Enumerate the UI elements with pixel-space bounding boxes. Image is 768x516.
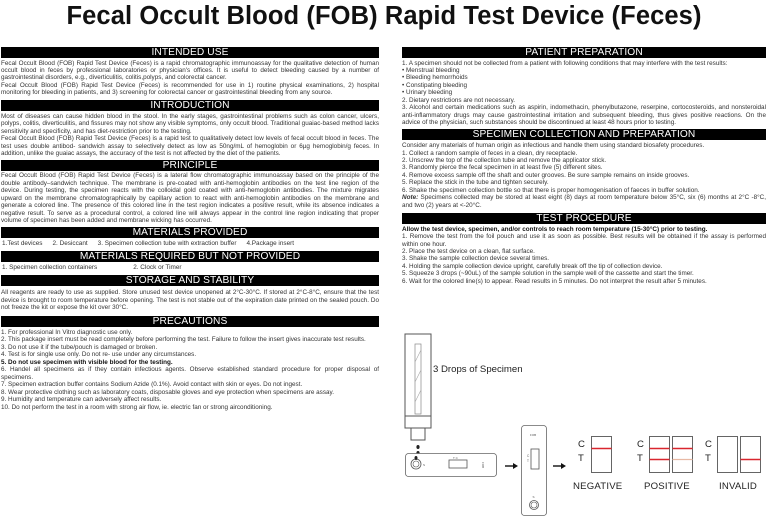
section-heading: STORAGE AND STABILITY: [1, 275, 379, 286]
material-item: 2. Clock or Timer: [133, 264, 182, 272]
section-heading: INTRODUCTION: [1, 100, 379, 111]
drops-label: 3 Drops of Specimen: [433, 364, 523, 375]
control-line-label: C: [578, 439, 585, 450]
section-principle: [1, 160, 379, 226]
page-title: Fecal Occult Blood (FOB) Rapid Test Device (Feces): [66, 2, 702, 30]
section-heading: PATIENT PREPARATION: [402, 47, 766, 58]
section-test-procedure: [402, 213, 766, 287]
list-item: 3. Alcohol and certain medications such as aspirin, indomethacin, phenylbutazone, reserpine, cortocosteroids, and nonsteroidal anti-inflammatory drugs may cause gastrointestinal irritation and subsequent bleeding, thus gives positive reactions. On the advice of the physician, such substances should be discontinued at least 48 hours prior to testing.: [402, 104, 766, 127]
list-item: 2. Unscrew the top of the collection tube and remove the applicator stick.: [402, 156, 607, 164]
precaution-item: 2. This package insert must be read completely before performing the test. Failure to follow the insert gives inaccurate test results.: [1, 336, 366, 344]
list-item: 3. Randomly pierce the fecal specimen in at least five (5) different sites.: [402, 164, 603, 172]
section-storage: [1, 275, 379, 313]
list-item: • Bleeding hemorrhoids: [402, 74, 468, 82]
paragraph: All reagents are ready to use as supplied. Store unused test device unopened at 2°C-30°C. If stored at 2°C-8°C, ensure that the test device is brought to room temperature before opening. The test is not stable out of the expiration date printed on the sealed pouch. Do not freeze the kit or expose the kit over 30°C.: [1, 289, 379, 312]
test-line-label: T: [637, 453, 643, 464]
section-patient-preparation: [402, 47, 766, 128]
procedure-step: 3. Shake the sample collection device several times.: [402, 255, 550, 263]
svg-text:T: T: [527, 459, 529, 463]
section-materials-provided: [1, 227, 379, 251]
svg-text:T C: T C: [453, 456, 458, 460]
list-item: Consider any materials of human origin as infectious and handle them using standard biosafety procedures.: [402, 142, 705, 150]
svg-text:FOB: FOB: [530, 433, 537, 437]
section-precautions: [1, 316, 379, 412]
precaution-item: 6. Handel all specimens as if they contain infectious agents. Observe established standard procedure for proper disposal of specimens.: [1, 366, 379, 381]
precaution-item: 1. For professional In Vitro diagnostic use only.: [1, 329, 133, 337]
procedure-step: 4. Holding the sample collection device upright, carefully break off the tip of collection device.: [402, 262, 663, 270]
left-column: [1, 47, 379, 413]
paragraph: Fecal Occult Blood (FOB) Rapid Test Device (Feces) is a rapid test to qualitatively detect low levels of fecal occult blood in feces. The test uses double antibod- sandwich assay to selectively detect as low as 50ng/mL of hemoglobin or 6µg hemoglobin/g feces. In addition, unlike the guaiac assays, the accuracy of the test is not affected by the diet of the patients.: [1, 135, 379, 158]
section-heading: PRINCIPLE: [1, 160, 379, 171]
precaution-item: 3. Do not use it if the tube/pouch is damaged or broken.: [1, 343, 158, 351]
section-intended-use: [1, 47, 379, 98]
procedure-step: 6. Wait for the colored line(s) to appear. Read results in 5 minutes. Do not interpret the result after 5 minutes.: [402, 277, 707, 285]
paragraph: Most of diseases can cause hidden blood in the stool. In the early stages, gastrointestinal problems such as colon cancer, ulcers, polyps, colitis, diverticulitis, and fissures may not show any visible symptoms, only occult blood. Traditional guaiac-based method lacks sensitivity and specificity, and has diet-restriction prior to the testing.: [1, 112, 379, 135]
list-item: 1. A specimen should not be collected from a patient with following conditions that may interfere with the test results:: [402, 59, 728, 67]
material-item: 4.Package insert: [246, 240, 295, 248]
arrow-icon: [553, 462, 567, 470]
precaution-item: 10. Do not perform the test in a room with strong air flow, ie. electric fan or strong airconditioning.: [1, 403, 273, 411]
material-item: 3. Specimen collection tube with extraction buffer: [97, 240, 237, 248]
procedure-step: 1. Remove the test from the foil pouch and use it as soon as possible. Best results will be obtained if the assay is performed within one hour.: [402, 233, 766, 248]
section-introduction: [1, 100, 379, 159]
list-item: 1. Collect a random sample of feces in a clean, dry receptacle.: [402, 149, 578, 157]
svg-text:FOB: FOB: [481, 462, 485, 469]
list-item: 4. Remove excess sample off the shaft and outer grooves. Be sure sample remains on inside grooves.: [402, 171, 690, 179]
result-label-invalid: INVALID: [719, 481, 758, 492]
paragraph: Fecal Occult Blood (FOB) Rapid Test Device (Feces) is a rapid chromatographic immunoassay for the qualitative detection of human occult blood in feces by professional laboratories or physician's offices. It is useful to detect bleeding caused by a number of gastrointestinal disorders, e.g., diverticulitis, colitis,polyps, and colorectal cancer.: [1, 59, 379, 82]
list-item: • Menstrual bleeding: [402, 66, 460, 74]
paragraph: Fecal Occult Blood (FOB) Rapid Test Device (Feces) is recommended for use in 1) routine physical examinations, 2) hospital monitoring for bleeding in patients, and 3) screening for colorectal cancer or gastrointestinal bleeding from any source.: [1, 81, 379, 97]
section-heading: INTENDED USE: [1, 47, 379, 58]
note-label: Note:: [402, 194, 419, 202]
svg-text:S: S: [532, 495, 535, 499]
section-heading: PRECAUTIONS: [1, 316, 379, 327]
storage-note: [402, 194, 766, 209]
section-heading: MATERIALS PROVIDED: [1, 227, 379, 238]
horizontal-cassette-illustration: [405, 453, 497, 478]
section-materials-required: [1, 251, 379, 275]
svg-text:C: C: [527, 454, 530, 458]
section-specimen-collection: [402, 129, 766, 211]
list-item: 6. Shake the specimen collection bottle so that there is proper homogenisation of faeces in buffer solution.: [402, 186, 700, 194]
test-line-label: T: [578, 453, 584, 464]
precaution-item-bold: 5. Do not use specimen with visible blood for the testing.: [1, 358, 173, 366]
test-line-label: T: [705, 453, 711, 464]
section-heading: TEST PROCEDURE: [402, 213, 766, 224]
collection-tube-illustration: [400, 332, 450, 457]
list-item: • Urinary bleeding: [402, 89, 453, 97]
section-heading: MATERIALS REQUIRED BUT NOT PROVIDED: [1, 251, 379, 262]
result-strip-positive: [649, 436, 697, 474]
vertical-cassette-illustration: [521, 425, 547, 516]
result-label-positive: POSITIVE: [644, 481, 690, 492]
note-text: Specimens collected may be stored at least eight (8) days at room temperature below 35°C, six (6) months at 2°C -8°C, and two (2) years at <-20°C.: [402, 194, 766, 209]
procedure-step: 2. Place the test device on a clean, flat surface.: [402, 248, 535, 256]
result-label-negative: NEGATIVE: [573, 481, 623, 492]
section-heading: SPECIMEN COLLECTION AND PREPARATION: [402, 129, 766, 140]
precaution-item: 7. Specimen extraction buffer contains Sodium Azide (0.1%). Avoid contact with skin or eyes. Do not ingest.: [1, 381, 303, 389]
control-line-label: C: [705, 439, 712, 450]
svg-text:S: S: [423, 463, 426, 467]
right-column: [402, 47, 766, 287]
material-item: 1. Specimen collection containers: [2, 264, 98, 272]
list-item: • Constipating bleeding: [402, 81, 467, 89]
precaution-item: 4. Test is for single use only. Do not re- use under any circumstances.: [1, 351, 197, 359]
list-item: 2. Dietary restrictions are not necessary.: [402, 96, 516, 104]
result-strip-invalid: [717, 436, 765, 474]
material-item: 1.Test devices: [2, 240, 43, 248]
control-line-label: C: [637, 439, 644, 450]
paragraph: Fecal Occult Blood (FOB) Rapid Test Device (Feces) is a lateral flow chromatographic immunoassay based on the principle of the double antibody–sandwich technique. The membrane is pre-coated with anti-hemoglobin antibodies on the test line region of the device. During testing, the specimen reacts with the colloidal gold coated with anti-hemoglobin antibodies. The mixture migrates upward on the membrane chromatographically by capillary action to react with anti-hemoglobin antibodies on the membrane and generate a colored line. The presence of this colored line in the test region indicates a positive result, while its absence indicates a negative result. To serve as a procedural control, a colored line will always appear in the control line region indicating that proper volume of specimen has been added and membrane wicking has occurred.: [1, 172, 379, 225]
precaution-item: 8. Wear protective clothing such as laboratory coats, disposable gloves and eye protection when specimens are assay.: [1, 388, 334, 396]
procedure-step: 5. Squeeze 3 drops (~90uL) of the sample solution in the sample well of the cassette and start the timer.: [402, 270, 694, 278]
precaution-item: 9. Humidity and temperature can adversely affect results.: [1, 396, 162, 404]
procedure-intro: Allow the test device, specimen, and/or controls to reach room temperature (15-30°C) prior to testing.: [402, 225, 708, 233]
list-item: 5. Replace the stick in the tube and tighten securely.: [402, 179, 549, 187]
material-item: 2. Desiccant: [52, 240, 88, 248]
arrow-icon: [505, 462, 519, 470]
result-strip-negative: [591, 436, 613, 474]
